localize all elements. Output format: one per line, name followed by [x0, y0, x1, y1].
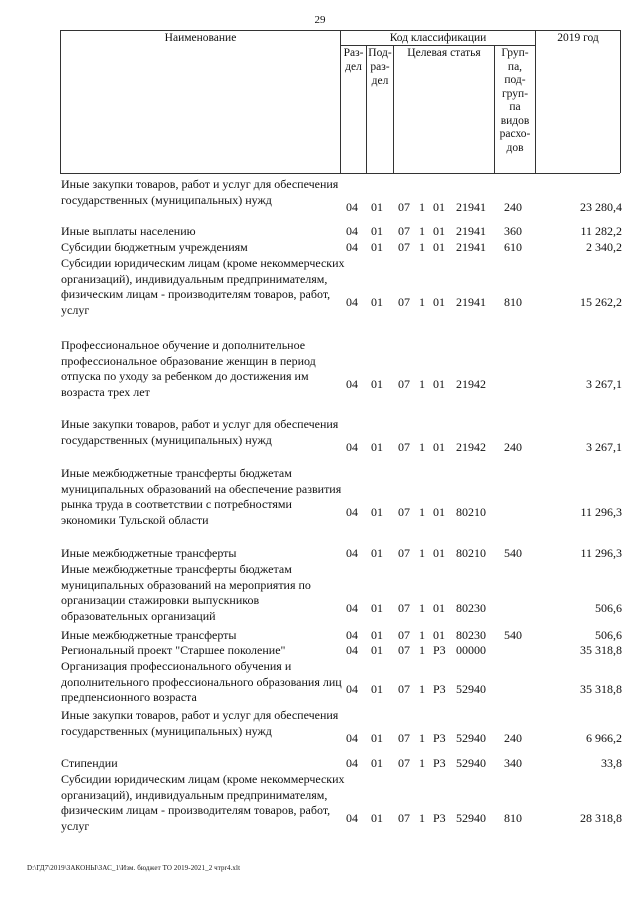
- cell-c1: 07: [398, 600, 410, 615]
- cell-pr: 01: [371, 546, 383, 560]
- cell-c3: 01: [433, 546, 445, 560]
- cell-pr: 01: [371, 376, 383, 391]
- cell-c1: 07: [398, 628, 410, 642]
- cell-v: 340: [504, 756, 522, 770]
- cell-r: 04: [346, 376, 358, 391]
- cell-c1: 07: [398, 546, 410, 560]
- cell-r: 04: [346, 200, 358, 215]
- cell-c2: 1: [419, 600, 425, 615]
- cell-c2: 1: [419, 756, 425, 770]
- header-code: Код классификации: [389, 32, 487, 44]
- header-year: 2019 год: [557, 32, 599, 44]
- cell-c1: 07: [398, 504, 410, 519]
- cell-c1: 07: [398, 440, 410, 455]
- cell-c2: 1: [419, 440, 425, 455]
- row-name: Стипендии: [61, 756, 118, 770]
- cell-c3: 01: [433, 224, 445, 238]
- header-group: Груп- па, под- груп- па видов расхо- дов: [499, 47, 531, 154]
- cell-r: 04: [346, 546, 358, 560]
- cell-c2: 1: [419, 294, 425, 309]
- cell-c2: 1: [419, 643, 425, 657]
- cell-c3: 01: [433, 440, 445, 455]
- cell-v: 240: [504, 440, 522, 455]
- cell-c3: 01: [433, 600, 445, 615]
- cell-pr: 01: [371, 731, 383, 746]
- cell-r: 04: [346, 643, 358, 657]
- cell-pr: 01: [371, 643, 383, 657]
- header-subsection: Под- раз- дел: [368, 47, 392, 87]
- cell-c2: 1: [419, 224, 425, 238]
- cell-c3: 01: [433, 628, 445, 642]
- cell-c2: 1: [419, 504, 425, 519]
- cell-c2: 1: [419, 628, 425, 642]
- cell-c3: 01: [433, 200, 445, 215]
- cell-c2: 1: [419, 810, 425, 825]
- cell-c3: P3: [433, 756, 446, 770]
- cell-c4: 21941: [456, 240, 486, 254]
- cell-c4: 80210: [456, 504, 486, 519]
- cell-amount: 23 280,4: [580, 200, 622, 215]
- cell-r: 04: [346, 682, 358, 697]
- cell-r: 04: [346, 628, 358, 642]
- cell-r: 04: [346, 756, 358, 770]
- cell-r: 04: [346, 294, 358, 309]
- cell-c3: 01: [433, 240, 445, 254]
- cell-pr: 01: [371, 682, 383, 697]
- row-name: Организация профессионального обучения и дополнительного профессионального образования лиц предпенсионного возраста: [61, 659, 342, 704]
- row-name: Иные межбюджетные трансферты бюджетам муниципальных образований на обеспечение развития рынка труда в соответствии с потребностями экономики Тульской области: [61, 466, 342, 527]
- cell-v: 240: [504, 731, 522, 746]
- cell-c4: 80210: [456, 546, 486, 560]
- cell-pr: 01: [371, 810, 383, 825]
- cell-pr: 01: [371, 294, 383, 309]
- cell-amount: 11 282,2: [580, 224, 622, 238]
- cell-pr: 01: [371, 628, 383, 642]
- cell-c4: 52940: [456, 810, 486, 825]
- cell-c4: 21942: [456, 376, 486, 391]
- cell-c1: 07: [398, 376, 410, 391]
- cell-c4: 00000: [456, 643, 486, 657]
- cell-pr: 01: [371, 440, 383, 455]
- cell-amount: 11 296,3: [580, 504, 622, 519]
- cell-c3: 01: [433, 504, 445, 519]
- cell-c2: 1: [419, 731, 425, 746]
- row-name: Иные межбюджетные трансферты: [61, 546, 237, 560]
- row-name: Субсидии юридическим лицам (кроме некоммерческих организаций), индивидуальным предпринимателям, физическим лицам - производителям товаров, работ, услуг: [61, 256, 345, 317]
- cell-pr: 01: [371, 224, 383, 238]
- cell-c4: 52940: [456, 756, 486, 770]
- cell-r: 04: [346, 504, 358, 519]
- cell-amount: 3 267,1: [586, 376, 622, 391]
- cell-c2: 1: [419, 546, 425, 560]
- cell-r: 04: [346, 224, 358, 238]
- row-name: Иные межбюджетные трансферты: [61, 628, 237, 642]
- cell-v: 540: [504, 546, 522, 560]
- cell-amount: 35 318,8: [580, 682, 622, 697]
- cell-r: 04: [346, 600, 358, 615]
- row-name: Иные межбюджетные трансферты бюджетам муниципальных образований на мероприятия по организации стажировки выпускников образовательных организаций: [61, 562, 311, 623]
- cell-amount: 506,6: [595, 628, 622, 642]
- header-name: Наименование: [164, 32, 237, 44]
- row-name: Иные закупки товаров, работ и услуг для обеспечения государственных (муниципальных) нужд: [61, 177, 339, 207]
- page-number: 29: [314, 14, 326, 26]
- cell-c2: 1: [419, 240, 425, 254]
- cell-c4: 80230: [456, 628, 486, 642]
- cell-c3: 01: [433, 376, 445, 391]
- row-name: Иные выплаты населению: [61, 224, 196, 238]
- cell-c1: 07: [398, 682, 410, 697]
- cell-c1: 07: [398, 643, 410, 657]
- cell-c1: 07: [398, 731, 410, 746]
- cell-pr: 01: [371, 504, 383, 519]
- cell-amount: 11 296,3: [580, 546, 622, 560]
- cell-v: 360: [504, 224, 522, 238]
- cell-c1: 07: [398, 200, 410, 215]
- cell-amount: 3 267,1: [586, 440, 622, 455]
- cell-c3: P3: [433, 810, 446, 825]
- cell-c4: 52940: [456, 682, 486, 697]
- cell-c4: 21941: [456, 200, 486, 215]
- cell-c4: 52940: [456, 731, 486, 746]
- cell-c4: 21941: [456, 294, 486, 309]
- cell-c4: 21941: [456, 224, 486, 238]
- cell-amount: 2 340,2: [586, 240, 622, 254]
- cell-c2: 1: [419, 376, 425, 391]
- cell-c3: P3: [433, 682, 446, 697]
- cell-c1: 07: [398, 294, 410, 309]
- row-name: Профессиональное обучение и дополнительное профессиональное образование женщин в период отпуска по уходу за ребенком до достижения им возраста трех лет: [61, 338, 316, 399]
- cell-amount: 33,8: [601, 756, 622, 770]
- row-name: Субсидии бюджетным учреждениям: [61, 240, 248, 254]
- cell-r: 04: [346, 810, 358, 825]
- cell-amount: 6 966,2: [586, 731, 622, 746]
- cell-v: 810: [504, 810, 522, 825]
- cell-c3: P3: [433, 643, 446, 657]
- row-name: Субсидии юридическим лицам (кроме некоммерческих организаций), индивидуальным предпринимателям, физическим лицам - производителям товаров, работ, услуг: [61, 772, 345, 833]
- cell-c1: 07: [398, 810, 410, 825]
- cell-amount: 506,6: [595, 600, 622, 615]
- cell-pr: 01: [371, 200, 383, 215]
- cell-amount: 15 262,2: [580, 294, 622, 309]
- cell-v: 540: [504, 628, 522, 642]
- cell-c3: 01: [433, 294, 445, 309]
- cell-c3: P3: [433, 731, 446, 746]
- cell-r: 04: [346, 731, 358, 746]
- cell-pr: 01: [371, 240, 383, 254]
- cell-c2: 1: [419, 200, 425, 215]
- cell-c4: 21942: [456, 440, 486, 455]
- cell-v: 240: [504, 200, 522, 215]
- cell-c1: 07: [398, 240, 410, 254]
- file-path-footer: D:\ГД7\2019\ЗАКОНЫ\ЗАС_1\Изм. бюджет ТО 2019-2021_2 чтpr4.xlt: [27, 864, 241, 872]
- cell-pr: 01: [371, 756, 383, 770]
- cell-v: 610: [504, 240, 522, 254]
- cell-amount: 28 318,8: [580, 810, 622, 825]
- row-name: Иные закупки товаров, работ и услуг для обеспечения государственных (муниципальных) нужд: [61, 417, 339, 447]
- header-target: Целевая статья: [407, 47, 481, 59]
- cell-c4: 80230: [456, 600, 486, 615]
- cell-c2: 1: [419, 682, 425, 697]
- cell-r: 04: [346, 440, 358, 455]
- row-name: Региональный проект "Старшее поколение": [61, 643, 286, 657]
- cell-pr: 01: [371, 600, 383, 615]
- cell-r: 04: [346, 240, 358, 254]
- cell-c1: 07: [398, 224, 410, 238]
- cell-c1: 07: [398, 756, 410, 770]
- header-section: Раз- дел: [343, 47, 364, 73]
- cell-v: 810: [504, 294, 522, 309]
- cell-amount: 35 318,8: [580, 643, 622, 657]
- row-name: Иные закупки товаров, работ и услуг для обеспечения государственных (муниципальных) нужд: [61, 708, 339, 738]
